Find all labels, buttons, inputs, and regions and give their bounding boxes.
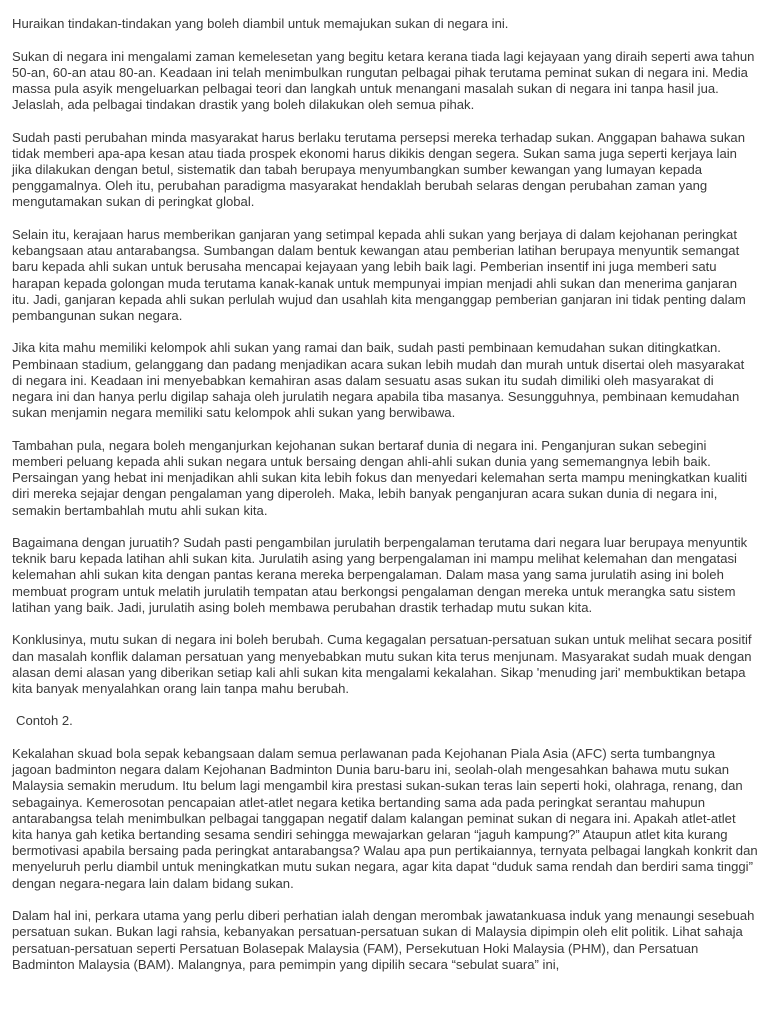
paragraph-facilities: Jika kita mahu memiliki kelompok ahli sukan yang ramai dan baik, sudah pasti pembinaan kemudahan sukan ditingkatkan. Pembinaan stadium, gelanggang dan padang menjadikan acara sukan lebih mudah dan murah untuk disertai oleh masyarakat di negara ini. Keadaan ini menyebabkan kemahiran asas dalam sesuatu asas sukan itu sudah dimiliki oleh masyarakat di negara ini dan hanya perlu digilap sahaja oleh jurulatih negara apabila tiba masanya. Sesungguhnya, pembinaan kemudahan sukan menjamin negara memiliki satu kelompok ahli sukan yang berwibawa.: [12, 340, 745, 421]
paragraph-introduction: Sukan di negara ini mengalami zaman kemelesetan yang begitu ketara kerana tiada lagi kejayaan yang diraih seperti awa tahun 50-an, 60-an atau 80-an. Keadaan ini telah menimbulkan rungutan pelbagai pihak terutama peminat sukan di negara ini. Media massa pula asyik mengeluarkan pelbagai teori dan langkah untuk menangani masalah sukan di negara ini tanpa hasil jua. Jelaslah, ada pelbagai tindakan drastik yang boleh dilakukan oleh semua pihak.: [12, 48, 755, 113]
paragraph-mindset: Sudah pasti perubahan minda masyarakat harus berlaku terutama persepsi mereka terhadap sukan. Anggapan bahawa sukan tidak memberi apa-apa kesan atau tiada prospek ekonomi harus dikikis dengan segera. Sukan sama juga seperti kerjaya lain jika dilakukan dengan betul, sistematik dan tabah berupaya menyumbangkan sumber kewangan yang lumayan kepada penggamalnya. Oleh itu, perubahan paradigma masyarakat hendaklah berubah selaras dengan perubahan zaman yang mengutamakan sukan di peringkat global.: [12, 129, 745, 210]
paragraph-example2-body: Dalam hal ini, perkara utama yang perlu diberi perhatian ialah dengan merombak jawatankuasa induk yang menaungi sesebuah persatuan sukan. Bukan lagi rahsia, kebanyakan persatuan-persatuan sukan di Malaysia dipimpin oleh elit politik. Lihat sahaja persatuan-persatuan seperti Persatuan Bolasepak Malaysia (FAM), Persekutuan Hoki Malaysia (PHM), dan Persatuan Badminton Malaysia (BAM). Malangnya, para pemimpin yang dipilih secara “sebulat suara” ini,: [12, 908, 755, 972]
paragraph-conclusion: Konklusinya, mutu sukan di negara ini boleh berubah. Cuma kegagalan persatuan-persatuan sukan untuk melihat secara positif dan masalah konflik dalaman persatuan yang menyebabkan mutu sukan kita terus menjunam. Masyarakat sudah muak dengan alasan demi alasan yang diberikan setiap kali ahli sukan kita mengalami kekalahan. Sikap 'menuding jari' membuktikan betapa kita banyak menyalahkan orang lain tanpa mahu berubah.: [12, 632, 752, 696]
paragraph-coaches: Bagaimana dengan juruatih? Sudah pasti pengambilan jurulatih berpengalaman terutama dari negara luar berupaya menyuntik teknik baru kepada latihan ahli sukan kita. Jurulatih asing yang berpengalaman ini mampu melihat kelemahan dan mengatasi kelemahan ahli sukan kita dengan pantas kerana mereka berpengalaman. Dalam masa yang sama jurulatih asing ini boleh membuat program untuk melatih jurulatih tempatan atau berkongsi pengalaman dengan mereka untuk merangka satu sistem latihan yang baik. Jadi, jurulatih asing boleh membawa perubahan drastik terhadap mutu sukan kita.: [12, 535, 748, 615]
paragraph-hosting: Tambahan pula, negara boleh menganjurkan kejohanan sukan bertaraf dunia di negara ini. Penganjuran sukan sebegini memberi peluang kepada ahli sukan negara untuk bersaing dengan ahli-ahli sukan dunia yang sememangnya lebih baik. Persaingan yang hebat ini menjadikan ahli sukan kita lebih fokus dan menyedari kelemahan serta mampu meningkatkan kualiti diri mereka sejajar dengan pengalaman yang diperoleh. Maka, lebih banyak penganjuran acara sukan dunia di negara ini, semakin bertambahlah mutu ahli sukan kita.: [12, 437, 748, 518]
document-body: [12, 16, 758, 989]
example-subheading: Contoh 2.: [16, 713, 73, 729]
paragraph-example2-intro: Kekalahan skuad bola sepak kebangsaan dalam semua perlawanan pada Kejohanan Piala Asia (AFC) serta tumbangnya jagoan badminton negara dalam Kejohanan Badminton Dunia baru-baru ini, seolah-olah mengesahkan bahawa mutu sukan Malaysia semakin merudum. Itu belum lagi mengambil kira prestasi sukan-sukan teras lain seperti hoki, olahraga, renang, dan sebagainya. Kemerosotan pencapaian atlet-atlet negara ketika bertanding sama ada pada peringkat serantau mahupun antarabangsa telah menimbulkan pelbagai tanggapan negatif dalam kalangan peminat sukan di negara ini. Apakah atlet-atlet kita hanya gah ketika bertanding sesama sendiri sehingga mewajarkan gelaran “jaguh kampung?” Ataupun atlet kita kurang bermotivasi apabila bersaing pada peringkat antarabangsa? Walau apa pun pertikaiannya, ternyata pelbagai langkah konkrit dan menyeluruh perlu diambil untuk meningkatkan mutu sukan negara, agar kita dapat “duduk sama rendah dan berdiri sama tinggi” dengan negara-negara lain dalam bidang sukan.: [12, 745, 758, 891]
essay-question: Huraikan tindakan-tindakan yang boleh diambil untuk memajukan sukan di negara ini.: [12, 16, 509, 31]
paragraph-rewards: Selain itu, kerajaan harus memberikan ganjaran yang setimpal kepada ahli sukan yang berjaya di dalam kejohanan peringkat kebangsaan atau antarabangsa. Sumbangan dalam bentuk kewangan atau pemberian latihan berupaya menyuntik semangat baru kepada ahli sukan untuk berusaha mencapai kejayaan yang lebih baik lagi. Pemberian insentif ini juga memberi satu harapan kepada golongan muda terutama kanak-kanak untuk mempunyai impian menjadi ahli sukan dan menerima ganjaran itu. Jadi, ganjaran kepada ahli sukan perlulah wujud dan usahlah kita menganggap pemberian ganjaran ini tidak penting dalam pembangunan sukan negara.: [12, 226, 746, 323]
